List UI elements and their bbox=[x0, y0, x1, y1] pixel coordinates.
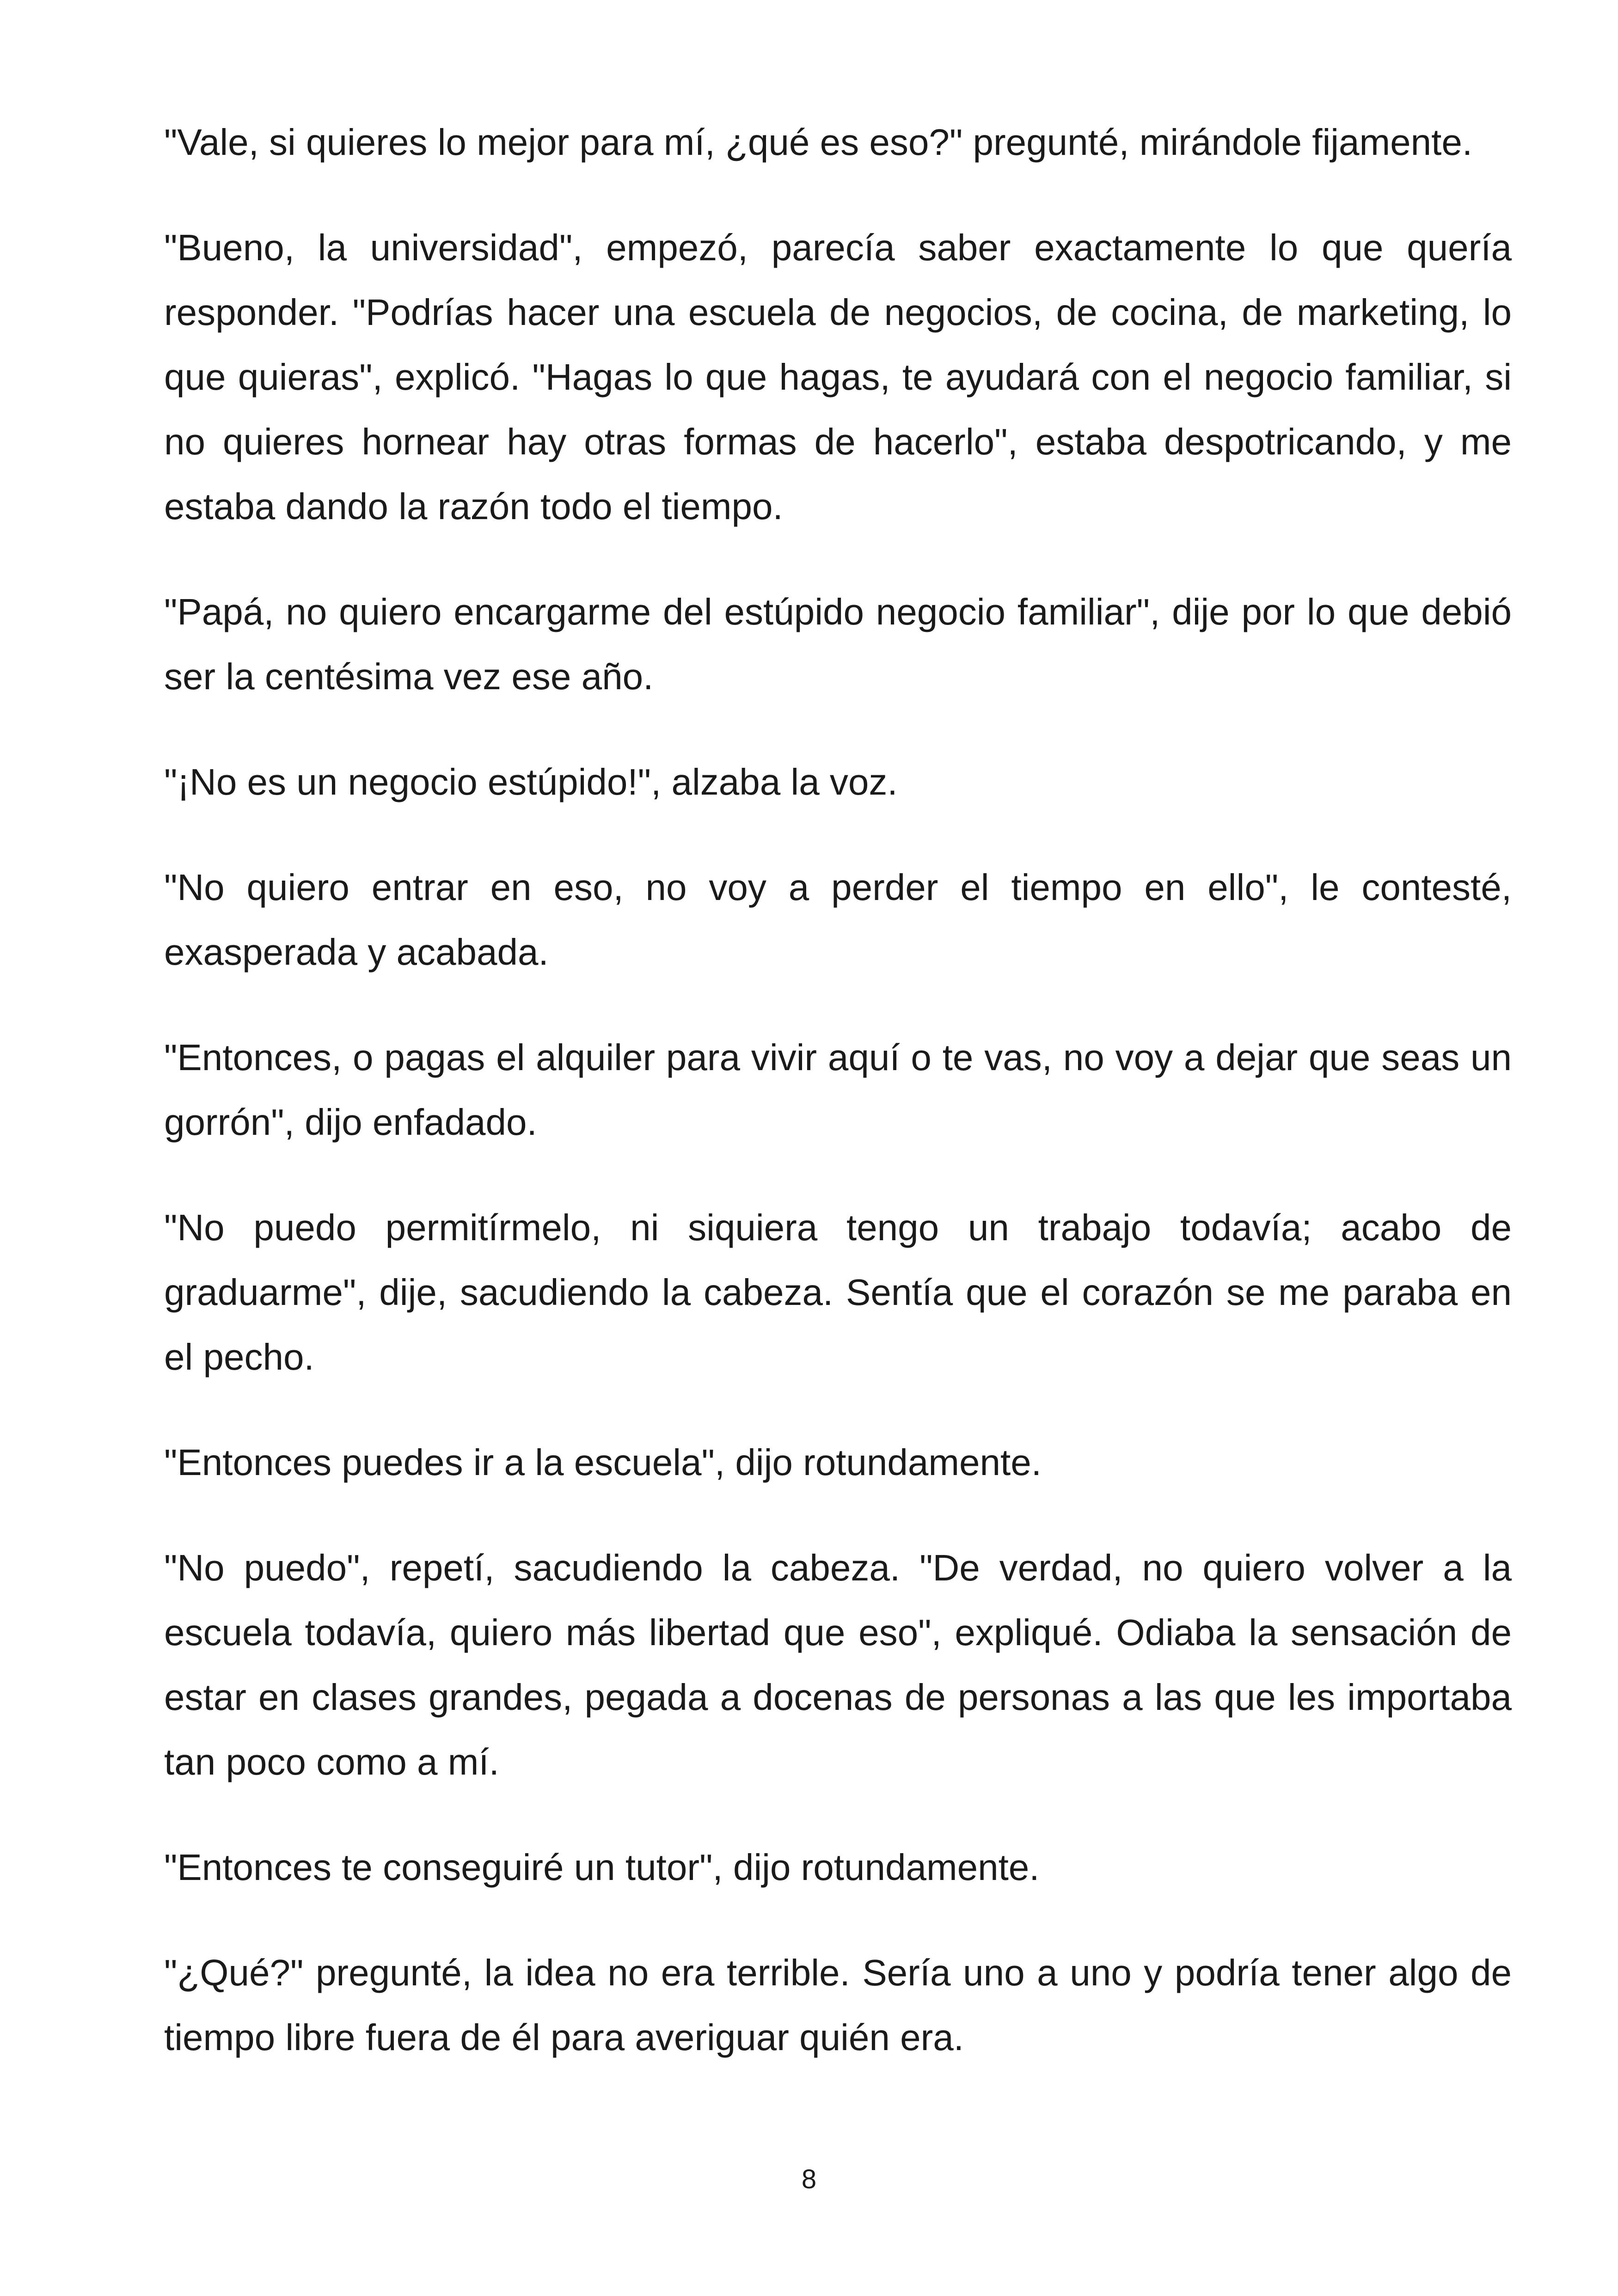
page-number: 8 bbox=[801, 2164, 817, 2194]
paragraph: "No quiero entrar en eso, no voy a perder el tiempo en ello", le contesté, exasperada y acabada. bbox=[164, 867, 1512, 973]
paragraph: "Bueno, la universidad", empezó, parecía saber exactamente lo que quería responder. "Podrías hacer una escuela de negocios, de cocina, de marketing, lo que quieras", explicó. "Hagas lo que hagas, te ayudará con el negocio familiar, si no quieres hornear hay otras formas de hacerlo", estaba despotricando, y me estaba dando la razón todo el tiempo. bbox=[164, 227, 1512, 527]
paragraph: "¡No es un negocio estúpido!", alzaba la voz. bbox=[164, 761, 898, 802]
paragraph: "Entonces te conseguiré un tutor", dijo rotundamente. bbox=[164, 1847, 1040, 1888]
paragraph: "No puedo", repetí, sacudiendo la cabeza. "De verdad, no quiero volver a la escuela todavía, quiero más libertad que eso", expliqué. Odiaba la sensación de estar en clases grandes, pegada a docenas de personas a las que les importaba tan poco como a mí. bbox=[164, 1547, 1512, 1782]
paragraph: "¿Qué?" pregunté, la idea no era terrible. Sería uno a uno y podría tener algo de tiempo libre fuera de él para averiguar quién era. bbox=[164, 1952, 1512, 2058]
paragraph: "Entonces, o pagas el alquiler para vivir aquí o te vas, no voy a dejar que seas un gorrón", dijo enfadado. bbox=[164, 1037, 1512, 1143]
paragraph: "Papá, no quiero encargarme del estúpido negocio familiar", dije por lo que debió ser la centésima vez ese año. bbox=[164, 591, 1512, 697]
paragraph: "Vale, si quieres lo mejor para mí, ¿qué es eso?" pregunté, mirándole fijamente. bbox=[164, 122, 1473, 163]
paragraph: "No puedo permitírmelo, ni siquiera tengo un trabajo todavía; acabo de graduarme", dije, sacudiendo la cabeza. Sentía que el corazón se me paraba en el pecho. bbox=[164, 1207, 1512, 1378]
body-text bbox=[164, 110, 1512, 2111]
paragraph: "Entonces puedes ir a la escuela", dijo rotundamente. bbox=[164, 1442, 1042, 1483]
